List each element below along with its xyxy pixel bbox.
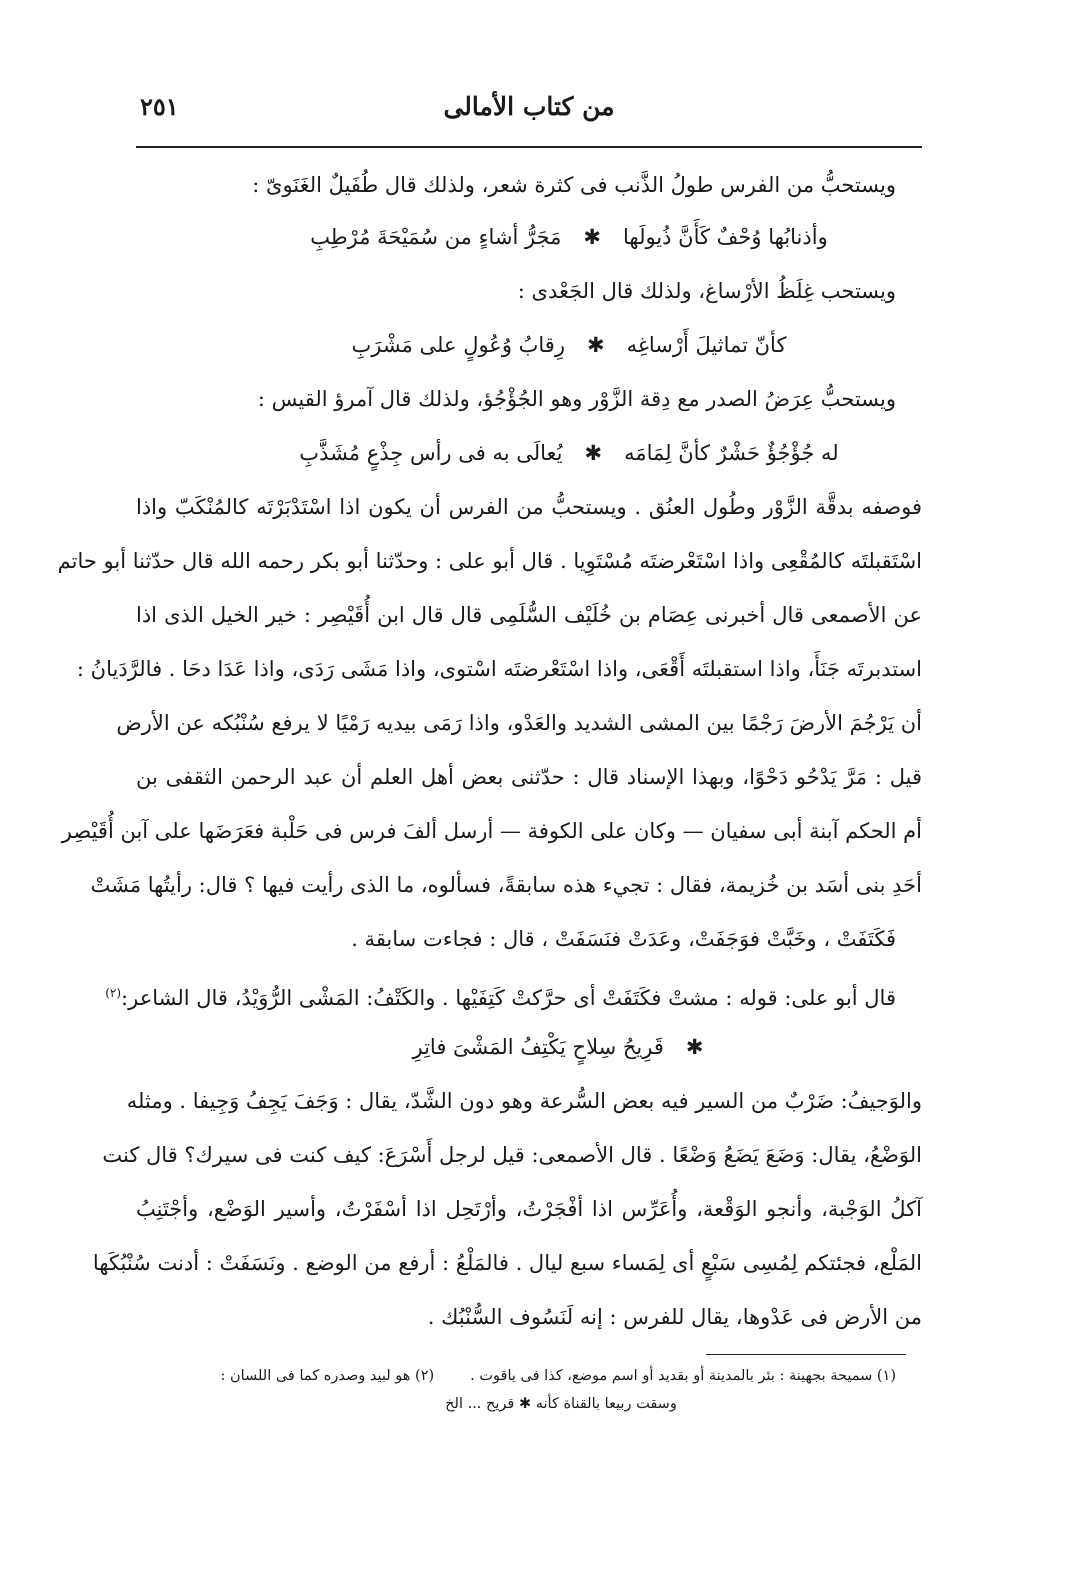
page-number: ٢٥١ <box>140 92 179 121</box>
running-header <box>138 88 920 132</box>
text-line: المَلْع، فجئتكم لِمُسِى سَبْعٍ أى لِمَساء سبع ليال . فالمَلْعُ : أرفع من الوضع . ونَسَفَتْ : أدنت سُنْبُكَها <box>92 1251 922 1275</box>
text-line: اسْتَقبلتَه كالمُقْعِى واذا اسْتَعْرضتَه مُسْتَوِيا . قال أبو على : وحدّثنا أبو بكر رحمه الله قال حدّثنا أبو حاتم <box>57 549 922 573</box>
text-line: الوَضْعُ، يقال: وَضَعَ يَضَعُ وَضْعًا . قال الأصمعى: قيل لرجل أَسْرَعَ: كيف كنت فى سيرك؟ قال كنت <box>102 1143 922 1167</box>
running-title: من كتاب الأمالى <box>443 92 615 121</box>
verse-hemistich-second: رِقابُ وُعُولٍ على مَشْرَبِ <box>351 333 565 357</box>
text-line <box>105 966 922 1020</box>
footnotes <box>136 1362 896 1418</box>
verse-line <box>136 210 922 264</box>
text-line: ويستحبُّ عِرَضُ الصدر مع دِقة الزَّوْر وهو الجُؤْجُؤ، ولذلك قال آمرؤ القيس : <box>257 387 896 411</box>
verse-hemistich-second: قَرِيحُ سِلاحٍ يَكْتِفُ المَشْىَ فاتِرِ <box>412 1035 664 1059</box>
text-line: أحَدِ بنى أسَد بن خُزيمة، فقال : تجيء هذه سابقةً، فسألوه، ما الذى رأيت فيها ؟ قال: رأيتُها مَشَتْ <box>90 873 922 897</box>
text-line: ويستحبُّ من الفرس طولُ الذَّنب فى كثرة شعر، ولذلك قال طُفَيلٌ الغَنَوىّ : <box>252 173 896 197</box>
verse-hemistich-first: وأذنابُها وُحْفٌ كَأَنَّ ذُيولَها <box>622 225 828 249</box>
text-line: عن الأصمعى قال أخبرنى عِصَام بن خُلَيْف السُّلَمِى قال قال ابن أُقَيْصِر : خير الخيل الذى اذا <box>136 603 922 627</box>
text-line: والوَجيفُ: ضَرْبٌ من السير فيه بعض السُّرعة وهو دون الشَّدّ، يقال : وَجَفَ يَجِفُ وَجِيفا . ومثله <box>126 1089 922 1113</box>
text-line: آكلُ الوَجْبة، وأنجو الوَقْعة، وأُعَرِّس اذا أفْجَرْتُ، وأرْتَحِل اذا أسْفَرْتُ، وأسير الوَضْع، وأجْتَنِبُ <box>136 1197 922 1221</box>
commentary-text: قال أبو على: قوله : مشتْ فكَتَفَتْ أى حرَّكتْ كَتِفَيْها . والكَتْفُ: المَشْى الرُّوَيْدُ، قال الشاعر: <box>121 986 896 1010</box>
verse-hemistich-first: كأنّ تماثيلَ أَرْساغِه <box>626 333 787 357</box>
verse-line <box>136 1020 922 1074</box>
text-line: استدبرتَه جَنَأَ، واذا استقبلتَه أَقْعَى، واذا اسْتَعْرضتَه اسْتوى، واذا مَشَى رَدَى، واذا عَدَا دحَا . فالرَّدَيانُ : <box>76 657 922 681</box>
verse-separator: ✱ <box>584 441 603 465</box>
verse-hemistich-second: مَجَرُّ أشاءٍ من سُمَيْحَةَ مُرْطِبِ <box>310 225 562 249</box>
verse-hemistich-first: له جُؤْجُؤٌ حَشْرٌ كأنَّ لِمَامَه <box>624 441 839 465</box>
text-line: فَكَتَفَتْ ، وخَبَّتْ فوَجَفَتْ، وعَدَتْ فنَسَفَتْ ، قال : فجاءت سابقة . <box>351 927 896 951</box>
footnote-1: (١) سميحة بجهينة : بئر بالمدينة أو بقديد أو اسم موضع، كذا فى ياقوت . <box>470 1368 896 1384</box>
text-line: ويستحب غِلَظُ الأرْساغ، ولذلك قال الجَعْدى : <box>517 279 896 303</box>
verse-line <box>136 426 922 480</box>
header-divider <box>136 146 922 148</box>
text-line: من الأرض فى عَدْوها، يقال للفرس : إنه لَنَسُوف السُّنْبُك . <box>427 1305 922 1329</box>
main-text <box>57 160 922 1344</box>
footnote-2: (٢) هو لبيد وصدره كما فى اللسان : <box>220 1368 435 1384</box>
verse-hemistich-second: يُعالَى به فى رأس جِذْعٍ مُشَذَّبِ <box>299 441 563 465</box>
text-line: قيل : مَرَّ يَدْحُو دَحْوًا، وبهذا الإسناد قال : حدّثنى بعض أهل العلم أن عبد الرحمن الثقفى بن <box>136 765 922 789</box>
verse-separator: ✱ <box>685 1035 704 1059</box>
footnote-2-continuation: وسقت ربيعا بالقناة كأنه ✱ قريح ... الخ <box>445 1396 677 1412</box>
text-line: أن يَرْجُمَ الأرضَ رَجْمًا بين المشى الشديد والعَدْو، واذا رَمَى بيديه رَمْيًا لا يرفع سُنْبُكه عن الأرض <box>116 711 922 735</box>
verse-separator: ✱ <box>583 225 601 249</box>
footnote-ref: (٢) <box>105 986 122 1000</box>
footnote-divider <box>706 1354 906 1355</box>
text-line: فوصفه بدقَّة الزَّوْر وطُول العنُق . ويستحبُّ من الفرس أن يكون اذا اسْتَدْبَرْتَه كالمُنْكَبّ واذا <box>136 495 922 519</box>
text-line: أم الحكم آبنة أبى سفيان — وكان على الكوفة — أرسل ألفَ فرس فى حَلْبة فعَرَضَها على آبن أُقَيْصِر <box>61 819 922 843</box>
verse-line <box>136 318 922 372</box>
verse-separator: ✱ <box>587 333 605 357</box>
footnote-row <box>136 1362 896 1390</box>
